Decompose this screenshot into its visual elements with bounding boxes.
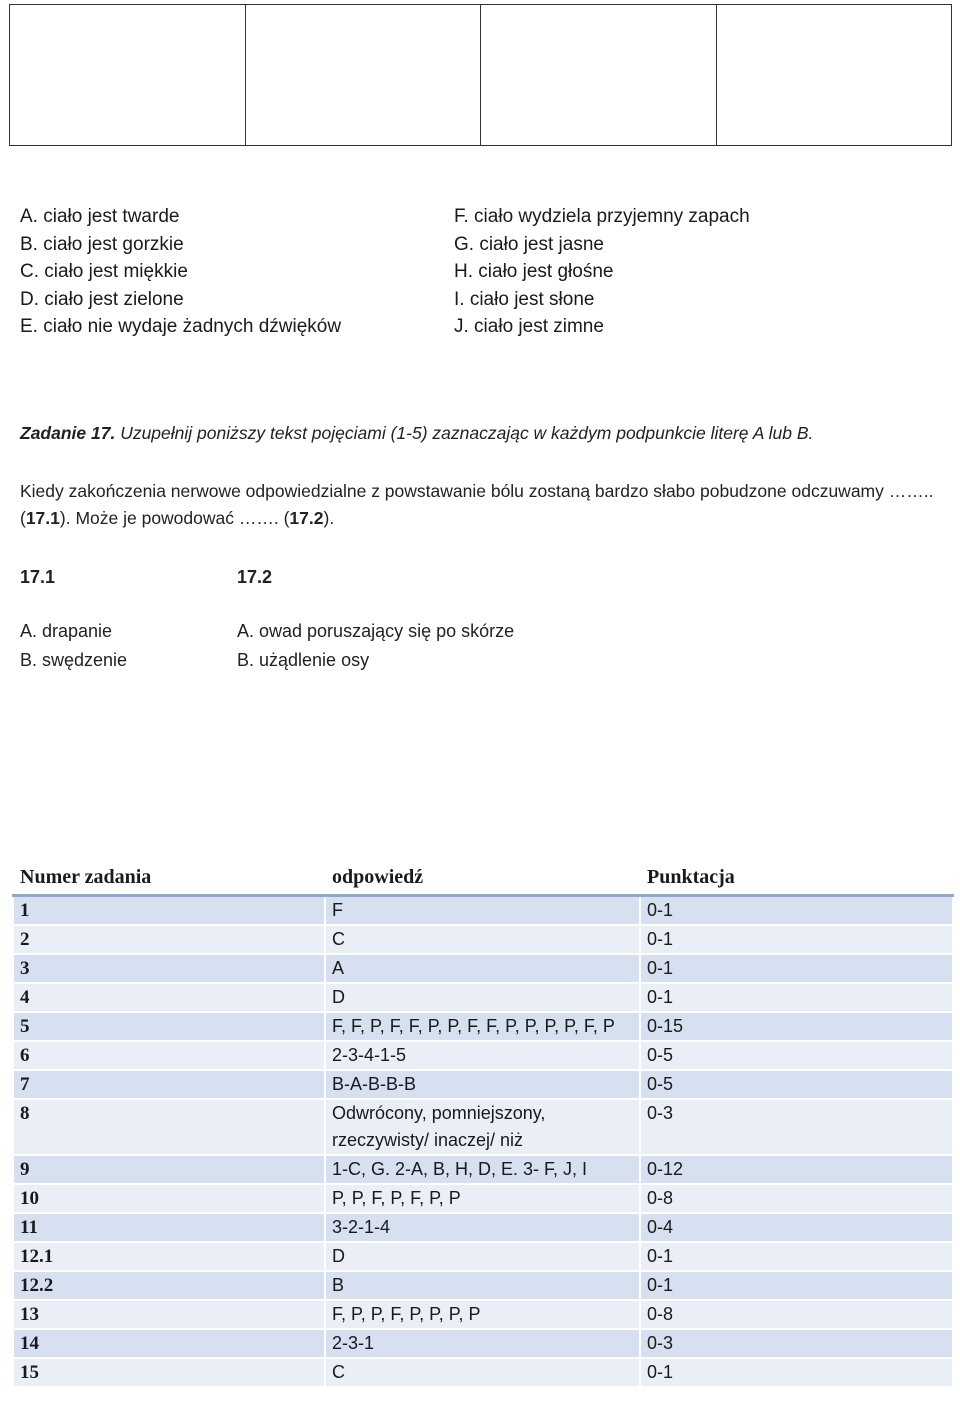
answer-cell: B [325, 1271, 640, 1300]
task-number-cell: 12.1 [13, 1242, 325, 1271]
answer-key-table [12, 862, 954, 1388]
task-number-cell: 7 [13, 1070, 325, 1099]
gap-ref-17-1: 17.1 [25, 508, 60, 528]
score-cell: 0-1 [640, 925, 953, 954]
table-row [13, 1070, 953, 1099]
gap-ref-17-2: 17.2 [289, 508, 324, 528]
score-cell: 0-1 [640, 1242, 953, 1271]
drawing-box [717, 5, 952, 145]
score-cell: 0-8 [640, 1300, 953, 1329]
table-row [13, 1184, 953, 1213]
property-item: D. ciało jest zielone [20, 288, 184, 310]
score-cell: 0-3 [640, 1099, 953, 1155]
table-row [13, 925, 953, 954]
options-header: 17.2 [237, 567, 273, 587]
answer-cell: F [325, 896, 640, 926]
table-row [13, 954, 953, 983]
paragraph-text: ). Może je powodować ……. ( [59, 508, 290, 528]
paragraph-text: Kiedy zakończenia nerwowe odpowiedzialne z powstawanie bólu zostaną bardzo słabo pobudzone odczuwamy ……..( [20, 481, 934, 528]
answer-cell: 2-3-1 [325, 1329, 640, 1358]
properties-left-list [20, 203, 341, 341]
table-row [13, 983, 953, 1012]
option-item: A. drapanie [20, 621, 113, 641]
properties-right-list [454, 203, 750, 341]
drawing-box [246, 5, 482, 145]
options-17-1 [20, 563, 127, 675]
task-17-label: Zadanie 17. [20, 423, 116, 443]
answer-cell: C [325, 1358, 640, 1387]
drawing-box [481, 5, 717, 145]
property-item: H. ciało jest głośne [454, 261, 614, 282]
score-cell: 0-1 [640, 1358, 953, 1387]
answer-cell: 2-3-4-1-5 [325, 1041, 640, 1070]
answer-cell: P, P, F, P, F, P, P [325, 1184, 640, 1213]
answer-cell: 1-C, G. 2-A, B, H, D, E. 3- F, J, I [325, 1155, 640, 1184]
task-number-cell: 3 [13, 954, 325, 983]
answer-cell: D [325, 983, 640, 1012]
task-17-instruction: Uzupełnij poniższy tekst pojęciami (1-5) zaznaczając w każdym podpunkcie literę A lub B. [115, 423, 814, 443]
table-row [13, 1329, 953, 1358]
property-item: A. ciało jest twarde [20, 206, 180, 227]
score-cell: 0-5 [640, 1070, 953, 1099]
task-number-cell: 13 [13, 1300, 325, 1329]
score-cell: 0-8 [640, 1184, 953, 1213]
answer-cell: Odwrócony, pomniejszony, rzeczywisty/ inaczej/ niż [325, 1099, 640, 1155]
property-item: I. ciało jest słone [454, 288, 595, 310]
paragraph-text: ). [323, 508, 335, 528]
answer-cell: A [325, 954, 640, 983]
table-row [13, 1012, 953, 1041]
score-cell: 0-1 [640, 1271, 953, 1300]
table-row [13, 1271, 953, 1300]
property-item: E. ciało nie wydaje żadnych dźwięków [20, 316, 342, 337]
task-number-cell: 9 [13, 1155, 325, 1184]
table-row [13, 1099, 953, 1155]
task-number-cell: 11 [13, 1213, 325, 1242]
column-header: Numer zadania [13, 863, 325, 896]
answer-cell: F, F, P, F, F, P, P, F, F, P, P, P, P, F, P [325, 1012, 640, 1041]
task-17-paragraph [20, 478, 935, 532]
column-header: Punktacja [640, 863, 953, 896]
table-row [13, 1358, 953, 1387]
answer-cell: C [325, 925, 640, 954]
table-row [13, 896, 953, 926]
options-header: 17.1 [20, 567, 56, 587]
property-item: G. ciało jest jasne [454, 233, 604, 255]
score-cell: 0-5 [640, 1041, 953, 1070]
drawing-box [10, 5, 246, 145]
table-row [13, 1242, 953, 1271]
task-number-cell: 1 [13, 896, 325, 926]
answer-cell: 3-2-1-4 [325, 1213, 640, 1242]
task-number-cell: 4 [13, 983, 325, 1012]
table-row [13, 1213, 953, 1242]
option-item: B. użądlenie osy [237, 650, 370, 670]
property-item: B. ciało jest gorzkie [20, 233, 184, 255]
option-item: A. owad poruszający się po skórze [237, 621, 515, 641]
drawing-boxes [9, 4, 952, 146]
task-number-cell: 15 [13, 1358, 325, 1387]
task-number-cell: 10 [13, 1184, 325, 1213]
task-number-cell: 6 [13, 1041, 325, 1070]
task-number-cell: 5 [13, 1012, 325, 1041]
property-item: C. ciało jest miękkie [20, 261, 188, 282]
table-header-row [13, 863, 953, 896]
property-item: F. ciało wydziela przyjemny zapach [454, 206, 750, 227]
score-cell: 0-15 [640, 1012, 953, 1041]
table-row [13, 1300, 953, 1329]
column-header: odpowiedź [325, 863, 640, 896]
answer-cell: D [325, 1242, 640, 1271]
task-number-cell: 8 [13, 1099, 325, 1155]
score-cell: 0-1 [640, 896, 953, 926]
task-number-cell: 12.2 [13, 1271, 325, 1300]
task-number-cell: 14 [13, 1329, 325, 1358]
score-cell: 0-12 [640, 1155, 953, 1184]
task-number-cell: 2 [13, 925, 325, 954]
score-cell: 0-1 [640, 954, 953, 983]
table-row [13, 1041, 953, 1070]
property-item: J. ciało jest zimne [454, 316, 604, 337]
options-17-2 [237, 563, 514, 675]
table-row [13, 1155, 953, 1184]
task-17-heading [20, 423, 813, 444]
score-cell: 0-1 [640, 983, 953, 1012]
score-cell: 0-3 [640, 1329, 953, 1358]
option-item: B. swędzenie [20, 650, 128, 670]
score-cell: 0-4 [640, 1213, 953, 1242]
answer-cell: B-A-B-B-B [325, 1070, 640, 1099]
answer-cell: F, P, P, F, P, P, P, P [325, 1300, 640, 1329]
